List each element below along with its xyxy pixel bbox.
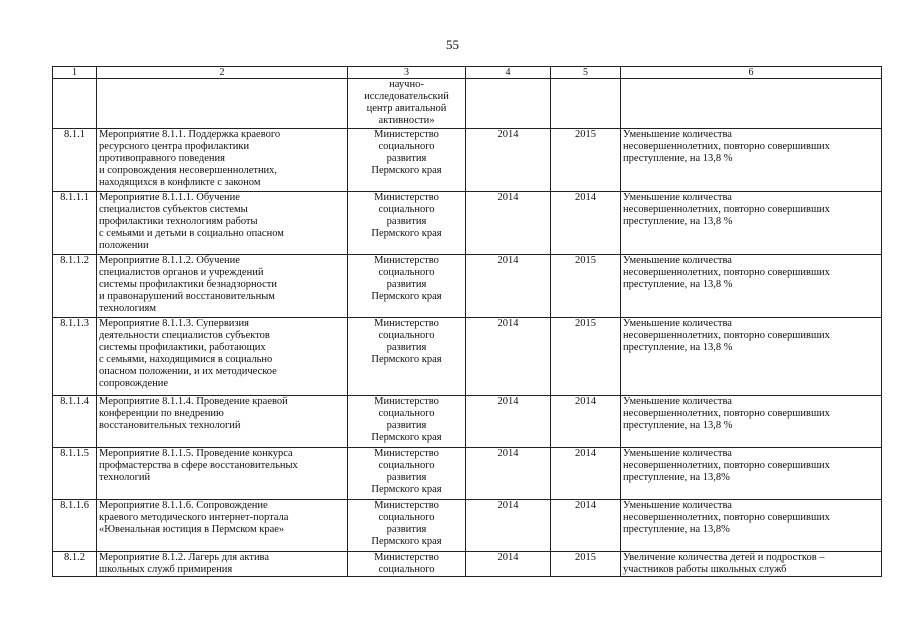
measure-name-cell [97, 192, 348, 255]
executor-cell [348, 318, 466, 396]
start-year-cell [466, 500, 551, 552]
executor-cell [348, 396, 466, 448]
start-year: 2014 [497, 552, 519, 563]
end-year: 2014 [575, 192, 596, 203]
measure-name-cell [97, 255, 348, 318]
end-year-cell [551, 129, 621, 192]
row-number-cell [53, 79, 97, 129]
measure-name: Мероприятие 8.1.1.4. Проведение краевой конференции по внедрению восстановительных технологий [99, 396, 288, 431]
row-number: 8.1.2 [64, 552, 85, 563]
start-year: 2014 [497, 192, 519, 203]
table-row [53, 192, 882, 255]
expected-result-cell [621, 192, 882, 255]
executor: Министерство социального развития Пермского края [371, 396, 442, 443]
row-number: 8.1.1.5 [60, 448, 89, 459]
executor-cell [348, 129, 466, 192]
end-year-cell [551, 318, 621, 396]
measure-name: Мероприятие 8.1.1. Поддержка краевого ресурсного центра профилактики противоправного поведения и сопровождения несовершеннолетних, находящихся в конфликте с законом [99, 129, 281, 188]
executor-cell [348, 255, 466, 318]
end-year-cell [551, 448, 621, 500]
executor: Министерство социального развития Пермского края [371, 500, 442, 547]
executor: Министерство социального развития Пермского края [371, 192, 442, 239]
table-row [53, 552, 882, 577]
row-number: 8.1.1.4 [60, 396, 89, 407]
executor: Министерство социального развития Пермского края [371, 448, 442, 495]
measure-name-cell [97, 500, 348, 552]
expected-result-cell [621, 129, 882, 192]
executor-cell [348, 500, 466, 552]
executor-cell [348, 79, 466, 129]
measures-table [52, 66, 882, 577]
expected-result-cell [621, 318, 882, 396]
expected-result: Уменьшение количества несовершеннолетних, повторно совершивших преступление, на 13,8 % [623, 255, 830, 290]
table-row [53, 500, 882, 552]
start-year: 2014 [497, 448, 519, 459]
column-header: 5 [551, 67, 621, 79]
expected-result: Уменьшение количества несовершеннолетних, повторно совершивших преступление, на 13,8 % [623, 129, 830, 164]
executor: Министерство социального [374, 552, 439, 575]
end-year: 2015 [575, 129, 596, 140]
row-number-cell [53, 129, 97, 192]
executor-cell [348, 192, 466, 255]
measure-name-cell [97, 396, 348, 448]
row-number-cell [53, 500, 97, 552]
column-header: 4 [466, 67, 551, 79]
measure-name-cell [97, 129, 348, 192]
row-number: 8.1.1 [64, 129, 85, 140]
start-year: 2014 [497, 500, 519, 511]
executor: научно- исследовательский центр авитальной активности» [364, 79, 449, 126]
measure-name: Мероприятие 8.1.1.6. Сопровождение краевого методического интернет-портала «Ювенальная юстиция в Пермском крае» [99, 500, 289, 535]
expected-result-cell [621, 396, 882, 448]
row-number-cell [53, 255, 97, 318]
table-row [53, 255, 882, 318]
start-year: 2014 [497, 255, 519, 266]
measure-name: Мероприятие 8.1.1.5. Проведение конкурса профмастерства в сфере восстановительных технологий [99, 448, 298, 483]
expected-result: Уменьшение количества несовершеннолетних, повторно совершивших преступление, на 13,8% [623, 448, 830, 483]
executor-cell [348, 448, 466, 500]
start-year-cell [466, 129, 551, 192]
table-row [53, 129, 882, 192]
start-year-cell [466, 255, 551, 318]
end-year: 2014 [575, 396, 596, 407]
expected-result-cell [621, 552, 882, 577]
measure-name: Мероприятие 8.1.1.3. Супервизия деятельности специалистов субъектов системы профилактики, работающих с семьями, находящимися в социально опасном положении, и их методическое сопровождение [99, 318, 277, 389]
expected-result-cell [621, 255, 882, 318]
row-number-cell [53, 192, 97, 255]
column-header: 2 [97, 67, 348, 79]
measure-name: Мероприятие 8.1.1.2. Обучение специалистов органов и учреждений системы профилактики безнадзорности и правонарушений восстановительным технологиям [99, 255, 277, 314]
measure-name: Мероприятие 8.1.1.1. Обучение специалистов субъектов системы профилактики технологиям работы с семьями и детьми в социально опасном положении [99, 192, 284, 251]
measure-name-cell [97, 79, 348, 129]
measure-name-cell [97, 448, 348, 500]
table-row [53, 396, 882, 448]
column-header: 1 [53, 67, 97, 79]
expected-result-cell [621, 500, 882, 552]
executor-cell [348, 552, 466, 577]
end-year-cell [551, 192, 621, 255]
end-year: 2015 [575, 552, 596, 563]
end-year: 2015 [575, 255, 596, 266]
expected-result: Уменьшение количества несовершеннолетних, повторно совершивших преступление, на 13,8 % [623, 318, 830, 353]
column-header: 6 [621, 67, 882, 79]
measure-name: Мероприятие 8.1.2. Лагерь для актива школьных служб примирения [99, 552, 270, 575]
expected-result: Уменьшение количества несовершеннолетних, повторно совершивших преступление, на 13,8 % [623, 396, 830, 431]
end-year-cell [551, 500, 621, 552]
measure-name-cell [97, 552, 348, 577]
start-year-cell [466, 552, 551, 577]
end-year-cell [551, 255, 621, 318]
executor: Министерство социального развития Пермского края [371, 255, 442, 302]
start-year: 2014 [497, 396, 519, 407]
column-number-row [53, 67, 882, 79]
start-year-cell [466, 79, 551, 129]
table-row [53, 79, 882, 129]
start-year: 2014 [497, 129, 519, 140]
start-year: 2014 [497, 318, 519, 329]
start-year-cell [466, 318, 551, 396]
row-number: 8.1.1.2 [60, 255, 89, 266]
end-year: 2014 [575, 448, 596, 459]
end-year: 2014 [575, 500, 596, 511]
page-number: 55 [446, 37, 459, 52]
row-number-cell [53, 448, 97, 500]
end-year-cell [551, 552, 621, 577]
expected-result-cell [621, 448, 882, 500]
row-number-cell [53, 552, 97, 577]
end-year-cell [551, 79, 621, 129]
measure-name-cell [97, 318, 348, 396]
executor: Министерство социального развития Пермского края [371, 129, 442, 176]
row-number-cell [53, 396, 97, 448]
expected-result: Увеличение количества детей и подростков – участников работы школьных служб [623, 552, 825, 575]
row-number-cell [53, 318, 97, 396]
expected-result: Уменьшение количества несовершеннолетних, повторно совершивших преступление, на 13,8% [623, 500, 830, 535]
column-header: 3 [348, 67, 466, 79]
executor: Министерство социального развития Пермского края [371, 318, 442, 365]
row-number: 8.1.1.1 [60, 192, 89, 203]
start-year-cell [466, 448, 551, 500]
start-year-cell [466, 192, 551, 255]
expected-result-cell [621, 79, 882, 129]
end-year: 2015 [575, 318, 596, 329]
table-row [53, 318, 882, 396]
expected-result: Уменьшение количества несовершеннолетних, повторно совершивших преступление, на 13,8 % [623, 192, 830, 227]
end-year-cell [551, 396, 621, 448]
start-year-cell [466, 396, 551, 448]
row-number: 8.1.1.3 [60, 318, 89, 329]
table-row [53, 448, 882, 500]
row-number: 8.1.1.6 [60, 500, 89, 511]
